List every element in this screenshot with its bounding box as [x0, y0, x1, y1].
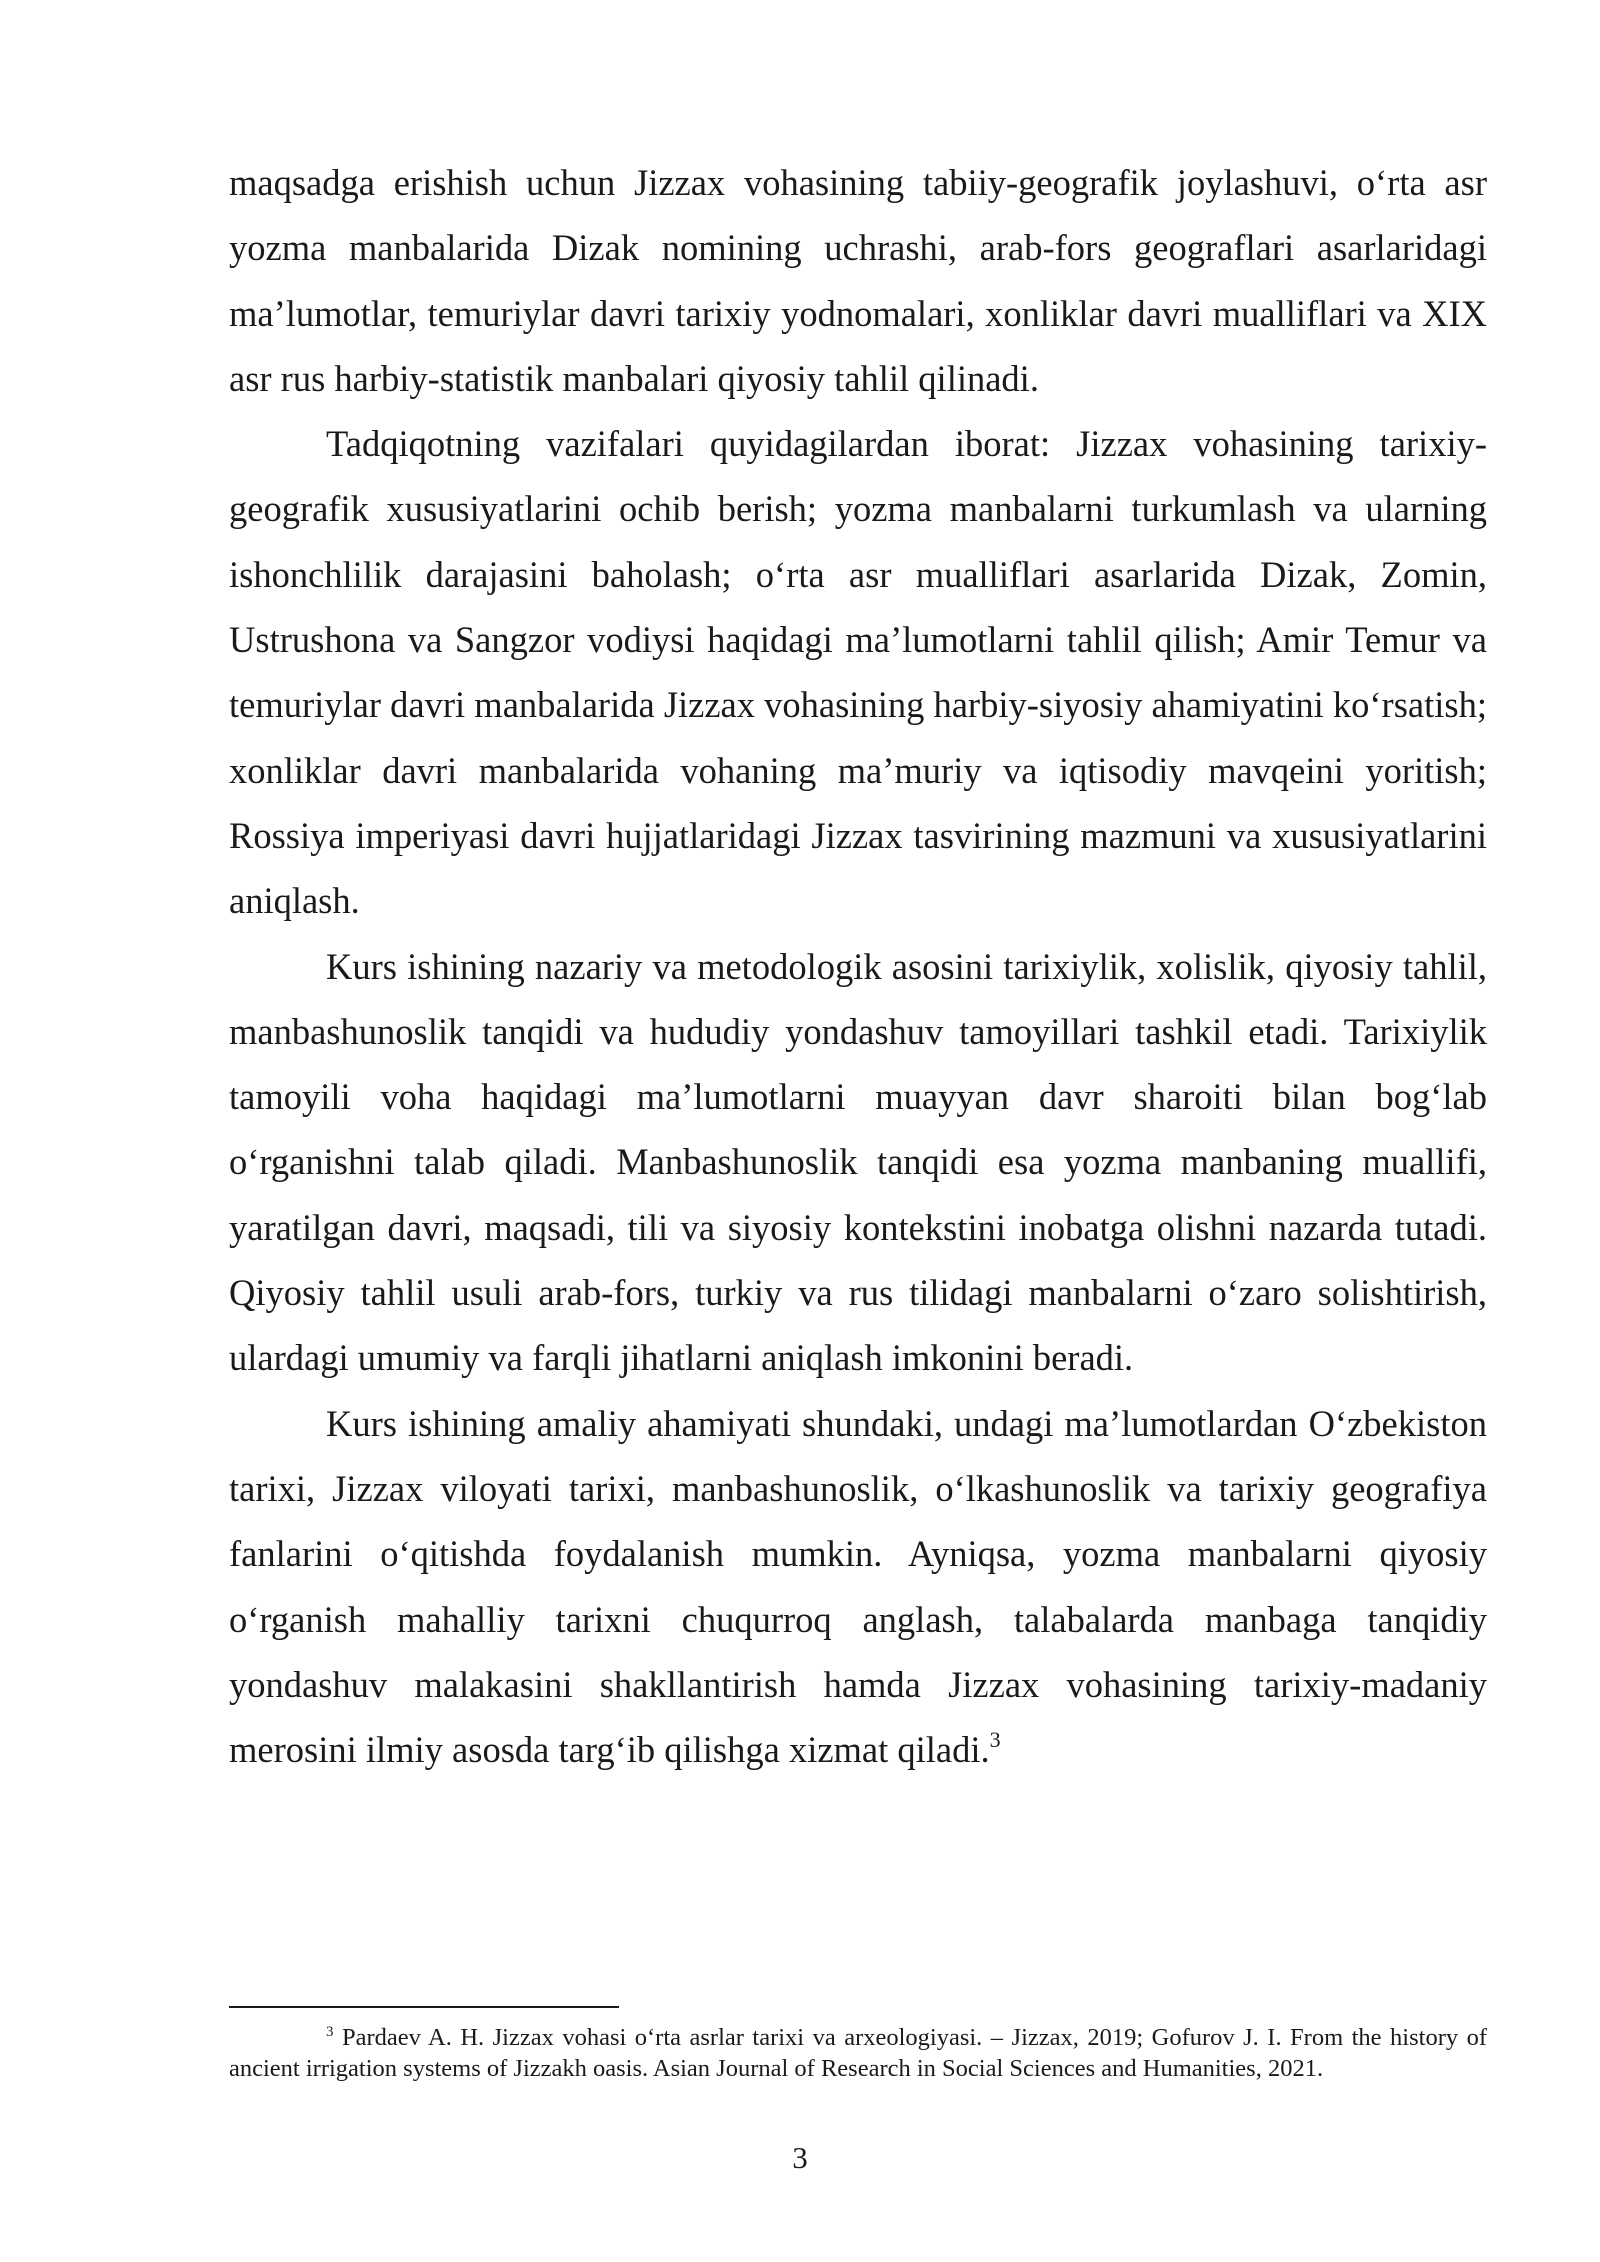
paragraph-methodology: Kurs ishining nazariy va metodologik asosini tarixiylik, xolislik, qiyosiy tahlil, manbashunoslik tanqidi va hududiy yondashuv tamoyillari tashkil etadi. Tarixiylik tamoyili voha haqidagi ma’lumotlarni muayyan davr sharoiti bilan bog‘lab o‘rganishni talab qiladi. Manbashunoslik tanqidi esa yozma manbaning muallifi, yaratilgan davri, maqsadi, tili va siyosiy kontekstini inobatga olishni nazarda tutadi. Qiyosiy tahlil usuli arab-fors, turkiy va rus tilidagi manbalarni o‘zaro solishtirish, ulardagi umumiy va farqli jihatlarni aniqlash imkonini beradi.	[229, 945, 1487, 1379]
page-number: 3	[792, 2140, 808, 2175]
paragraph-practical-significance	[229, 1391, 1487, 1783]
paragraph-research-tasks: Tadqiqotning vazifalari quyidagilardan iborat: Jizzax vohasining tarixiy-geografik xususiyatlarini ochib berish; yozma manbalarni turkumlash va ularning ishonchlilik darajasini baholash; o‘rta asr mualliflari asarlarida Dizak, Zomin, Ustrushona va Sangzor vodiysi haqidagi ma’lumotlarni tahlil qilish; Amir Temur va temuriylar davri manbalarida Jizzax vohasining harbiy-siyosiy ahamiyatini ko‘rsatish; xonliklar davri manbalarida vohaning ma’muriy va iqtisodiy mavqeini yoritish; Rossiya imperiyasi davri hujjatlaridagi Jizzax tasvirining mazmuni va xususiyatlarini aniqlash.	[229, 423, 1487, 922]
body-text	[229, 150, 1487, 1782]
footnote-text: Pardaev A. H. Jizzax vohasi o‘rta asrlar tarixi va arxeologiyasi. – Jizzax, 2019; Gofurov J. I. From the history of ancient irrigation systems of Jizzakh oasis. Asian Journal of Research in Social Sciences and Humanities, 2021.	[229, 2024, 1487, 2082]
footnote-marker: 3	[326, 2023, 334, 2040]
footnote-separator	[229, 2006, 619, 2008]
paragraph-practical-significance-text: Kurs ishining amaliy ahamiyati shundaki, undagi ma’lumotlardan O‘zbekiston tarixi, Jizzax viloyati tarixi, manbashunoslik, o‘lkashunoslik va tarixiy geografiya fanlarini o‘qitishda foydalanish mumkin. Ayniqsa, yozma manbalarni qiyosiy o‘rganish mahalliy tarixni chuqurroq anglash, talabalarda manbaga tanqidiy yondashuv malakasini shakllantirish hamda Jizzax vohasining tarixiy-madaniy merosini ilmiy asosda targ‘ib qilishga xizmat qiladi.	[229, 1402, 1487, 1771]
footnote-reference[interactable]: 3	[989, 1726, 1001, 1752]
paragraph-purpose-continued: maqsadga erishish uchun Jizzax vohasining tabiiy-geografik joylashuvi, o‘rta asr yozma manbalarida Dizak nomining uchrashi, arab-fors geograflari asarlaridagi ma’lumotlar, temuriylar davri tarixiy yodnomalari, xonliklar davri mualliflari va XIX asr rus harbiy-statistik manbalari qiyosiy tahlil qilinadi.	[229, 162, 1487, 399]
footnote	[229, 2022, 1487, 2084]
